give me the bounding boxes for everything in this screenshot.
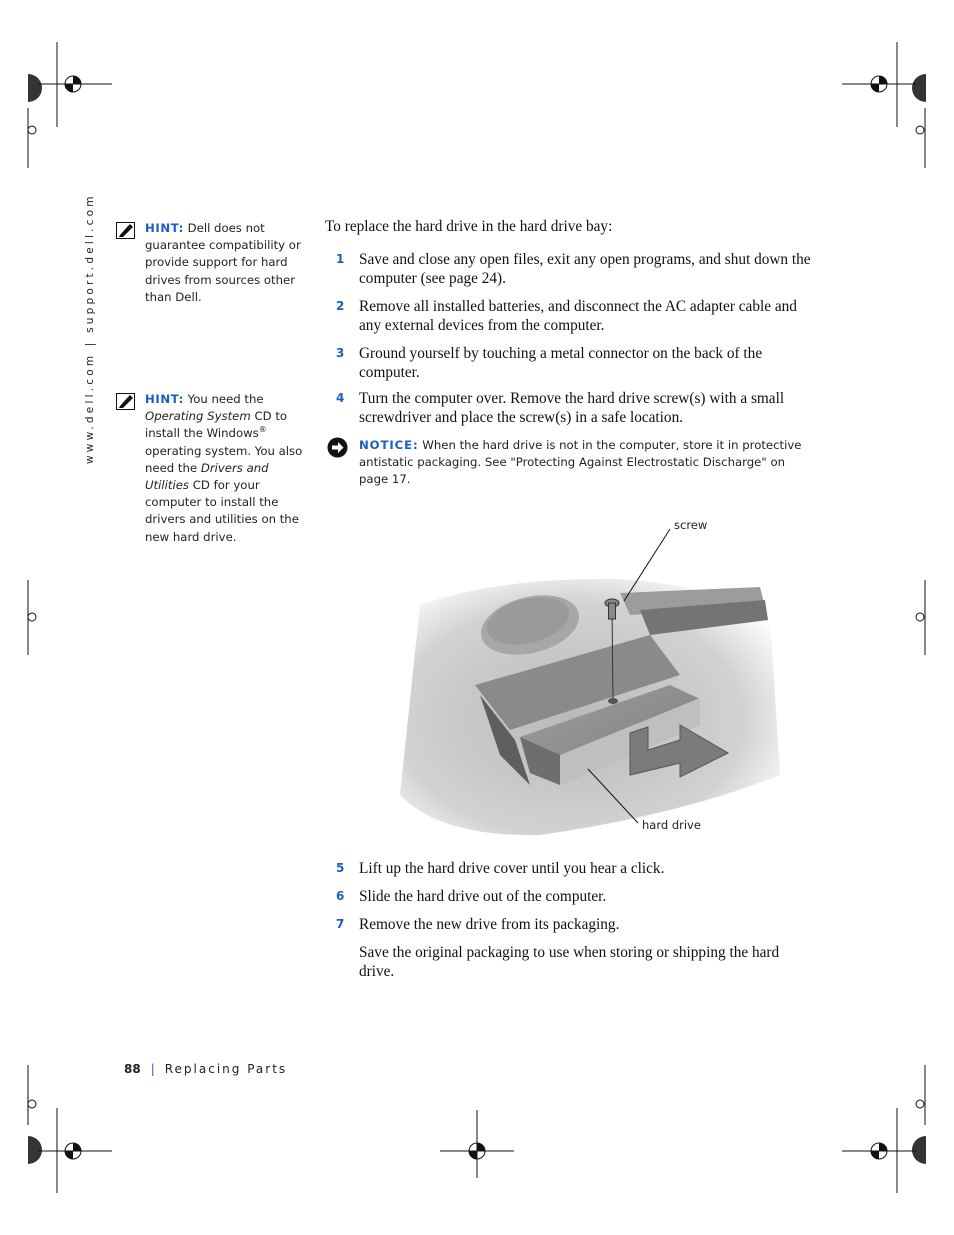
callout-screw: screw	[674, 518, 708, 532]
hint-operating-system: Operating System	[145, 409, 251, 424]
step-2	[336, 297, 816, 335]
step-7-note	[336, 943, 816, 981]
hint-text-1: You need the	[187, 392, 264, 406]
side-url: www.dell.com | support.dell.com	[84, 193, 96, 464]
callout-hard-drive: hard drive	[642, 818, 701, 832]
step-text: Save and close any open files, exit any open programs, and shut down the computer (see page 24).	[359, 251, 811, 287]
pencil-note-icon	[116, 393, 135, 410]
step-text: Lift up the hard drive cover until you hear a click.	[359, 860, 665, 877]
hard-drive-illustration	[380, 515, 800, 850]
step-number: 4	[336, 391, 345, 405]
hint-label: HINT:	[145, 392, 184, 406]
page-number: 88	[124, 1062, 141, 1076]
notice-label: NOTICE:	[359, 438, 419, 452]
hint-text-5: operating system. You also need the	[145, 443, 303, 475]
footer-separator: |	[150, 1062, 155, 1076]
step-5	[336, 859, 816, 878]
step-number: 5	[336, 861, 345, 875]
hint-text-7: CD for your computer to install the drivers and utilities on the new hard drive.	[145, 478, 299, 544]
notice-arrow-icon	[327, 437, 348, 458]
hint-box-cds	[116, 391, 306, 546]
notice-text: When the hard drive is not in the computer, store it in protective antistatic packaging. See "Protecting Against Electrostatic Discharge" on page 17.	[359, 438, 802, 486]
step-text: Remove the new drive from its packaging.	[359, 916, 620, 933]
step-text: Turn the computer over. Remove the hard drive screw(s) with a small screwdriver and place the screw(s) in a safe location.	[359, 390, 785, 426]
step-4	[336, 389, 816, 427]
step-number: 1	[336, 252, 345, 266]
hint-drivers-utilities: Drivers and Utilities	[145, 460, 269, 493]
hint-label: HINT:	[145, 221, 184, 235]
step-7	[336, 915, 816, 934]
step-number: 2	[336, 299, 345, 313]
step-text: Slide the hard drive out of the computer.	[359, 888, 607, 905]
pencil-note-icon	[116, 222, 135, 239]
step-number: 3	[336, 346, 345, 360]
step-1	[336, 250, 816, 288]
page-footer	[124, 1062, 287, 1076]
step-3	[336, 344, 816, 382]
hint-text-3: CD to install the Windows	[145, 409, 288, 441]
step-number: 6	[336, 889, 345, 903]
section-title: Replacing Parts	[164, 1062, 288, 1076]
notice-box	[327, 437, 807, 488]
registered-mark: ®	[258, 425, 267, 435]
hint-text: Dell does not guarantee compatibility or provide support for hard drives from sources other than Dell.	[145, 221, 301, 304]
step-text: Remove all installed batteries, and disconnect the AC adapter cable and any external devices from the computer.	[359, 298, 797, 334]
intro-text: To replace the hard drive in the hard drive bay:	[325, 218, 613, 235]
hard-drive-removal-drawing	[380, 515, 800, 850]
step-text: Ground yourself by touching a metal connector on the back of the computer.	[359, 345, 763, 381]
step-6	[336, 887, 816, 906]
step-note-text: Save the original packaging to use when storing or shipping the hard drive.	[359, 944, 780, 980]
step-number: 7	[336, 917, 345, 931]
hint-box-compatibility	[116, 220, 306, 306]
